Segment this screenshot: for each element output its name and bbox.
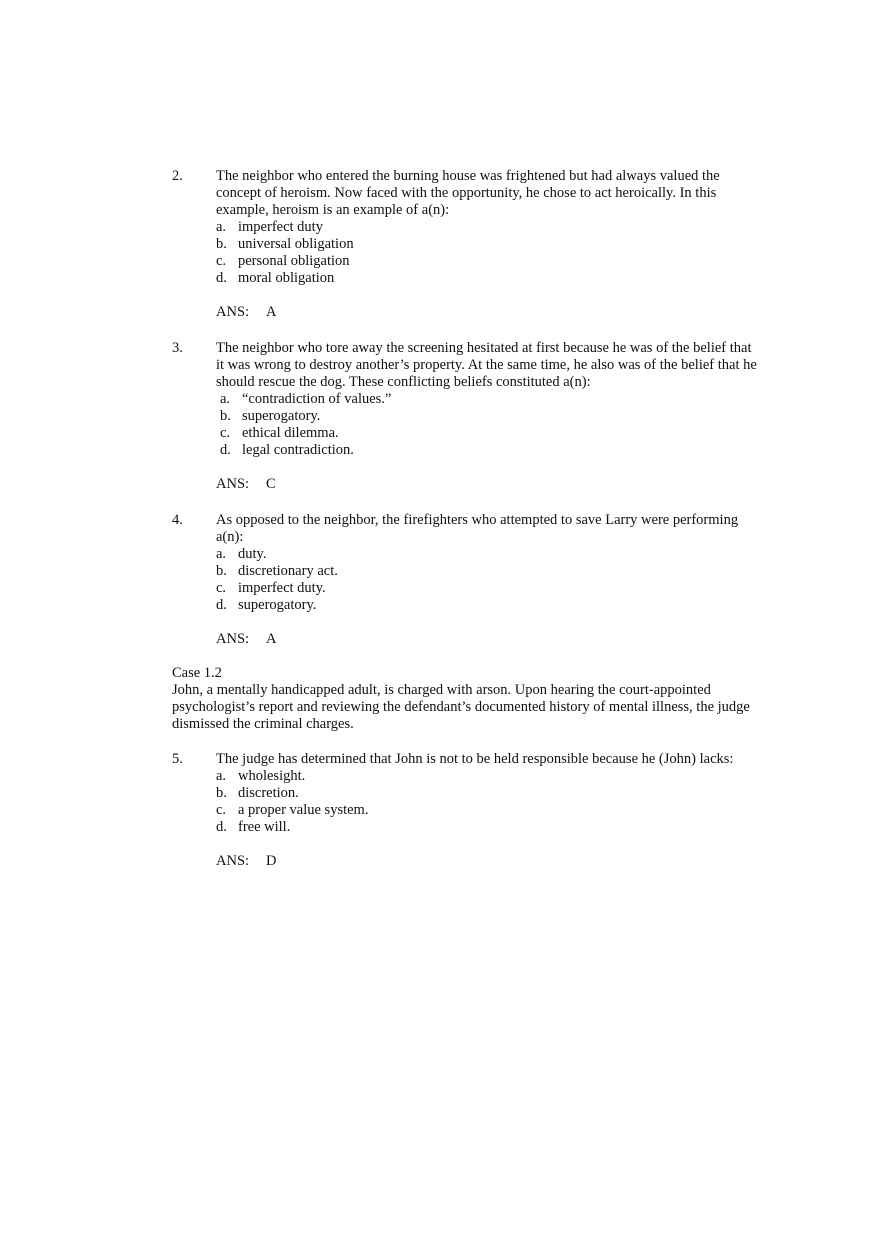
case-block — [172, 665, 762, 733]
option-c — [220, 425, 762, 442]
question-text: As opposed to the neighbor, the firefighters who attempted to save Larry were performing a(n): — [216, 512, 739, 545]
option-text: superogatory. — [242, 408, 321, 424]
option-letter: b. — [216, 236, 227, 252]
answer-label: ANS: — [216, 853, 250, 869]
case-text: John, a mentally handicapped adult, is charged with arson. Upon hearing the court-appointed psychologist’s report and reviewing the defendant’s documented history of mental illness, the judge dismissed the criminal charges. — [172, 682, 750, 732]
option-letter: a. — [216, 219, 227, 235]
answer-label: ANS: — [216, 304, 250, 320]
option-text: ethical dilemma. — [242, 425, 339, 441]
option-c — [216, 253, 762, 270]
option-text: wholesight. — [238, 768, 306, 784]
option-d — [216, 819, 762, 836]
option-text: discretionary act. — [238, 563, 338, 579]
option-text: “contradiction of values.” — [242, 391, 392, 407]
option-text: imperfect duty. — [238, 580, 326, 596]
answer-value: D — [266, 853, 277, 869]
answer-options — [216, 219, 762, 287]
answer-line — [216, 631, 762, 648]
question-body — [216, 751, 762, 870]
option-d — [216, 597, 762, 614]
question-text: The neighbor who entered the burning house was frightened but had always valued the concept of heroism. Now faced with the opportunity, he chose to act heroically. In this example, heroism is an example of a(n): — [216, 168, 720, 218]
question-number: 5. — [172, 751, 183, 767]
answer-line — [216, 476, 762, 493]
option-letter: d. — [220, 442, 231, 458]
option-letter: b. — [216, 563, 227, 579]
option-text: superogatory. — [238, 597, 317, 613]
option-letter: c. — [216, 253, 227, 269]
option-letter: c. — [216, 802, 227, 818]
option-c — [216, 802, 762, 819]
option-letter: d. — [216, 597, 227, 613]
option-text: discretion. — [238, 785, 299, 801]
option-letter: d. — [216, 819, 227, 835]
answer-value: A — [266, 631, 277, 647]
option-letter: b. — [216, 785, 227, 801]
answer-value: C — [266, 476, 276, 492]
option-text: personal obligation — [238, 253, 350, 269]
option-letter: a. — [220, 391, 231, 407]
case-title: Case 1.2 — [172, 665, 222, 681]
option-letter: d. — [216, 270, 227, 286]
question-body — [216, 168, 762, 321]
option-text: imperfect duty — [238, 219, 323, 235]
question-number: 2. — [172, 168, 183, 184]
option-text: a proper value system. — [238, 802, 369, 818]
answer-value: A — [266, 304, 277, 320]
option-a — [220, 391, 762, 408]
answer-options — [216, 768, 762, 836]
option-text: duty. — [238, 546, 267, 562]
option-b — [220, 408, 762, 425]
question-number: 4. — [172, 512, 183, 528]
option-d — [216, 270, 762, 287]
option-a — [216, 768, 762, 785]
option-b — [216, 785, 762, 802]
option-a — [216, 219, 762, 236]
question-text: The judge has determined that John is not to be held responsible because he (John) lacks: — [216, 751, 734, 767]
option-letter: c. — [216, 580, 227, 596]
answer-options — [216, 391, 762, 459]
question-body — [216, 340, 762, 493]
option-d — [220, 442, 762, 459]
option-letter: c. — [220, 425, 231, 441]
question-text: The neighbor who tore away the screening hesitated at first because he was of the belief that it was wrong to destroy another’s property. At the same time, he also was of the belief that he should rescue the dog. These conflicting beliefs constituted a(n): — [216, 340, 757, 390]
option-letter: b. — [220, 408, 231, 424]
option-letter: a. — [216, 768, 227, 784]
answer-label: ANS: — [216, 476, 250, 492]
answer-line — [216, 853, 762, 870]
option-letter: a. — [216, 546, 227, 562]
question-number: 3. — [172, 340, 183, 356]
question-body — [216, 512, 762, 648]
answer-line — [216, 304, 762, 321]
answer-options — [216, 546, 762, 614]
option-text: universal obligation — [238, 236, 354, 252]
option-c — [216, 580, 762, 597]
answer-label: ANS: — [216, 631, 250, 647]
option-text: free will. — [238, 819, 291, 835]
option-b — [216, 236, 762, 253]
option-b — [216, 563, 762, 580]
option-text: moral obligation — [238, 270, 335, 286]
option-a — [216, 546, 762, 563]
option-text: legal contradiction. — [242, 442, 354, 458]
